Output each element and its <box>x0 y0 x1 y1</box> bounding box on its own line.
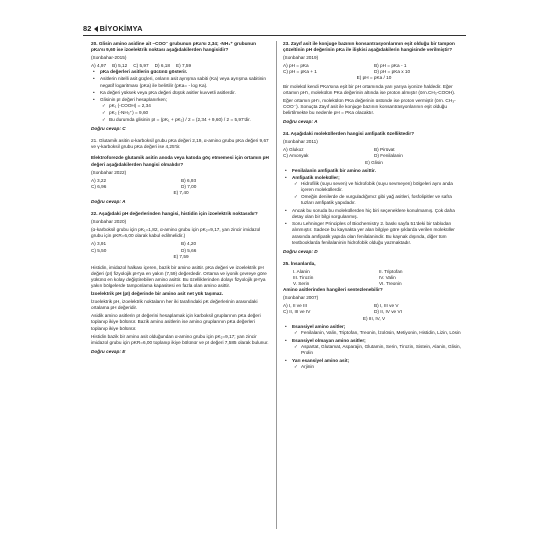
list-item-text: Esansiyel amino asitler; <box>292 323 346 329</box>
q22-paragraph: İzoelektrik pH (pI) değerinde bir amino asit net yük taşımaz. <box>91 291 224 297</box>
list-item: • Ka değeri yüksek veya pKa değeri düşük asitler kuvvetli asitlerdir. <box>100 90 271 96</box>
q25-option-e: E) III, IV, V <box>362 315 386 321</box>
q20-option: E) 7,59 <box>176 63 192 69</box>
list-item <box>292 175 465 206</box>
q24-option: A) Glukoz <box>283 147 304 153</box>
check-item: ✓ Hidrofilik (suyu seven) ve hidrofobik (suyu sevmeyen) bölgeleri aynı anda içeren moleküllerdir. <box>301 181 465 193</box>
q25-explanation <box>283 324 465 371</box>
q23-source: (Sonbahar 2019) <box>283 55 319 61</box>
q21-option: B) 6,93 <box>181 177 197 183</box>
q21-options <box>91 178 271 190</box>
check-item: ✓ Arjinin <box>301 364 465 370</box>
list-item: • Soru Lehninger Principles of Biochemistry 2. baskı sayfa 51'deki bir tablodan alınmıştır. Sadece bu kaynakta yer alan bilgiye göre şıklarda verilen moleküller arasında amfipatik yapıda olan fenilalanindir. Bu kaynak dışında, diğer tüm textbooklarda fenilalaninin hidrofobik olduğu yazmaktadır. <box>292 221 465 245</box>
q25-item: I. Alanin <box>293 268 310 274</box>
q23-options <box>283 63 465 75</box>
list-item <box>292 324 465 336</box>
q25-item: III. Tirozin <box>293 275 314 280</box>
q23-title: 23. Zayıf asit ile konjuge bazının konsantrasyonlarının eşit olduğu bir tampon çözeltinin pH değerinin pKa ile ilişkisi aşağıdakilerin hangisinde verilmiştir? <box>283 41 455 53</box>
q22-paragraph: İzoelektrik pH, izoelektrik noktaların her iki tarafındaki pK değerlerinin arasındaki ortalama pH değeridir. <box>91 299 258 311</box>
q24-answer: Doğru cevap: D <box>283 248 318 254</box>
q21-answer: Doğru cevap: A <box>91 198 126 204</box>
q24-source: (Sonbahar 2011) <box>283 139 318 145</box>
q20-explanation <box>91 69 271 123</box>
q24-explanation <box>283 168 465 246</box>
check-item: ✓ pK₂ (-NH₃⁺) = 9,60 <box>109 110 271 116</box>
q24-checklist <box>292 181 465 206</box>
q25-item: V. Serin <box>293 281 310 287</box>
q22-options <box>91 241 271 253</box>
column-divider <box>276 41 277 529</box>
q21-intro: 21. Glutamik asitin α-karboksil grubu pKa değeri 2,19, α-amino grubu pKa değeri 9,67 ve γ-karboksil grubu pKa değeri ise 4,25'tir. <box>91 138 269 150</box>
q22-paragraph: Asidik amino asitlerin pI değerini hesaplamak için karboksil gruplarının pKa değeri toplanıp ikiye bölünür. Bazik amino asitlerin ise amino gruplarının pKa değerleri toplanıp ikiye bölünür. <box>91 313 261 331</box>
list-item <box>292 338 465 356</box>
triangle-left-icon <box>94 26 98 32</box>
q24-options <box>283 147 465 159</box>
q23-paragraph: Eğer ortamın pH'ı, molekülün PKa değerinin üstünde ise proton vermiştir (örn. CH₃-COO⁻). Sonuçta Zayıf asit ile konjuge bazının konsantrasyonlarının eşit olduğu belirtilmekte bu nedenle pH = PKa olacaktır. <box>283 97 456 115</box>
check-item: ✓ Aspartat, Glutamat, Asparajin, Glutamin, Serin, Tirozin, Sistein, Alanin, Glisin, Prolin <box>301 344 465 356</box>
q22-paragraph: Histidin bazik bir amino asit olduğundan α-amino grubu için pK₂=9,17; yan zincir imidazol grubu için pKR=6,00 toplanıp ikiye bölünür ve pI değeri 7,585 olarak bulunur. <box>91 333 269 345</box>
q23-option-e: E) pH = pKa / 10 <box>356 75 392 81</box>
list-item-text: Amfipatik moleküller; <box>292 174 340 180</box>
q25-checklist <box>292 344 465 356</box>
q25-options <box>283 303 465 315</box>
q23-option: B) pH = pKa - 1 <box>374 63 407 69</box>
q20-option: C) 5,97 <box>133 63 149 69</box>
q20-title: 20. Glisin amino asidine ait –COO⁻ grubunun pKa'sı 2,34; -NH₃⁺ grubunun pKa'sı 9,60 ise izoelektrik noktası aşağıdakilerden hangisidir? <box>91 41 257 53</box>
q23-paragraph: Bir molekül kendi PKa'sına eşit bir pH ortamında yarı yarıya iyonize haldedir. Eğer ortamın pH'ı, molekülün PKa değerinin altında ise proton almıştır (örn.CH₃-COOH). <box>283 83 456 95</box>
q25-checklist <box>292 364 465 370</box>
check-item: ✓ Fenilalanin, Valin, Triptofan, Treonin, İzolösin, Metiyonin, Histidin, Lizin, Lösin <box>301 330 465 336</box>
q22-body: (α-karboksil grubu için pK₁=1,82, α-amino grubu için pK₂=9,17, yan zincir imidazol grubu için pKR=6,00 olarak kabul edilmelidir.) <box>91 227 261 239</box>
q25-items <box>283 269 465 287</box>
list-item: • Ancak bu soruda bu moleküllerden hiç biri seçeneklere konulmamış. Çok daha detay olan bir bilgi sorgulanmış. <box>292 208 465 220</box>
q20-answer: Doğru cevap: C <box>91 126 126 132</box>
list-item: • Asitlerin nitelli asit güçleri, onların asit ayrışma sabiti (Ka) veya ayrışma sabitinin negatif logaritması (pKa) ile belirtilir (pKa= - log Ka). <box>100 76 271 88</box>
q25-source: (Sonbahar 2007) <box>283 295 319 301</box>
q20-option: D) 6,18 <box>154 63 170 69</box>
q25-intro: 25. İnsanlarda, <box>283 260 316 266</box>
q25-item: VI. Treonin <box>379 281 402 287</box>
q22-option: A) 3,91 <box>91 241 107 247</box>
q20-option: A) 4,97 <box>91 63 107 69</box>
q20-source: (Sonbahar-2015) <box>91 55 127 61</box>
header-rule <box>83 35 466 36</box>
q25-option: A) I, II ve III <box>283 303 307 309</box>
q25-option: D) II, IV ve VI <box>374 309 402 315</box>
list-item-text: Esansiyel olmayan amino asitler; <box>292 337 366 343</box>
page-number: 82 <box>83 24 92 33</box>
q24-title: 24. Aşağıdaki moleküllerden hangisi amfipatik özelliktedir? <box>283 131 415 137</box>
q24-option: D) Fenilalanin <box>374 153 403 159</box>
q21-option: C) 6,96 <box>91 183 107 189</box>
q25-checklist <box>292 330 465 336</box>
q21-title: Elektroforezde glutamik asitin anoda veya katoda göç etmemesi için ortamın pH değeri aşağıdakilerden hangisi olmalıdır? <box>91 155 269 167</box>
q21-option: A) 3,22 <box>91 177 107 183</box>
q24-option-e: E) Glisin <box>365 159 383 165</box>
page-header <box>83 24 143 33</box>
list-item-text: Yarı esansiyel amino asit; <box>292 358 350 364</box>
q21-option: D) 7,00 <box>181 183 197 189</box>
left-column <box>91 41 271 361</box>
q24-option: C) Amonyak <box>283 153 309 159</box>
q22-option: C) 5,50 <box>91 247 107 253</box>
q22-option: B) 4,20 <box>181 241 197 247</box>
q24-option: B) Pirüvat <box>374 147 395 153</box>
q22-answer: Doğru cevap: E <box>91 348 126 354</box>
q23-answer: Doğru cevap: A <box>283 119 318 125</box>
list-item-text: Glisinin pI değeri hesaplanırken; <box>100 96 167 102</box>
right-column <box>283 41 465 372</box>
q20-option: B) 5,12 <box>112 63 128 69</box>
q23-option: C) pH = pKa + 1 <box>283 69 317 75</box>
q22-option: D) 5,66 <box>181 247 197 253</box>
check-item: ✓ Omeğin denilerde de vurguladığımız gibi yağ asitleri, fosfolipitler ve safra tuzları amfipatik yapıdadır. <box>301 194 465 206</box>
q22-option-e: E) 7,59 <box>173 253 189 259</box>
q25-item: IV. Valin <box>379 275 396 280</box>
q23-option: A) pH = pKa <box>283 63 309 69</box>
list-item <box>100 97 271 123</box>
list-item: • pKa değerleri asitlerin gücünü gösterir. <box>100 69 271 75</box>
q25-option: C) II, III ve IV <box>283 309 311 315</box>
q23-option: D) pH = pKa x 10 <box>374 69 411 75</box>
q25-option: B) I, III ve V <box>374 303 399 309</box>
q22-paragraph: Histidin, imidazol halkası içeren, bazik bir amino asittir. pKa değeri ve izoelektrik pH değeri (pI) fizyolojik pH'ya en yakın (7,59) değerdedir. Ortama ve iyonik çevreye göre yükünü en kolay değiştirebilen amino asittir. Bu özelliklerinden dolayı fizyolojik pH'ya yakın bölgelerde tamponlama kapasitesi en fazla olan amino asittir. <box>91 264 267 288</box>
check-item: ✓ Bu durumda glisinin pI = (pK₁ + pK₂) / 2 = (2,34 + 9,60) / 2 = 5,97'dir. <box>109 117 271 123</box>
list-item: • Fenilalanin amfipatik bir amino asittir. <box>292 168 465 174</box>
q25-title: Amino asitlerinden hangileri sentezlenebilir? <box>283 287 383 293</box>
q25-item: II. Triptofan <box>379 268 403 274</box>
section-title: BİYOKİMYA <box>99 24 143 33</box>
list-item <box>292 358 465 370</box>
q21-source: (Sonbahar 2022) <box>91 169 127 175</box>
q22-title: 22. Aşağıdaki pH değerlerinden hangisi, histidin için izoelektrik noktasıdır? <box>91 211 258 217</box>
q20-checklist <box>100 103 271 123</box>
check-item: ✓ pK₁ (-COOH) = 2,34 <box>109 103 271 109</box>
q21-option-e: E) 7,40 <box>173 189 189 195</box>
q22-source: (Sonbahar 2020) <box>91 219 127 225</box>
